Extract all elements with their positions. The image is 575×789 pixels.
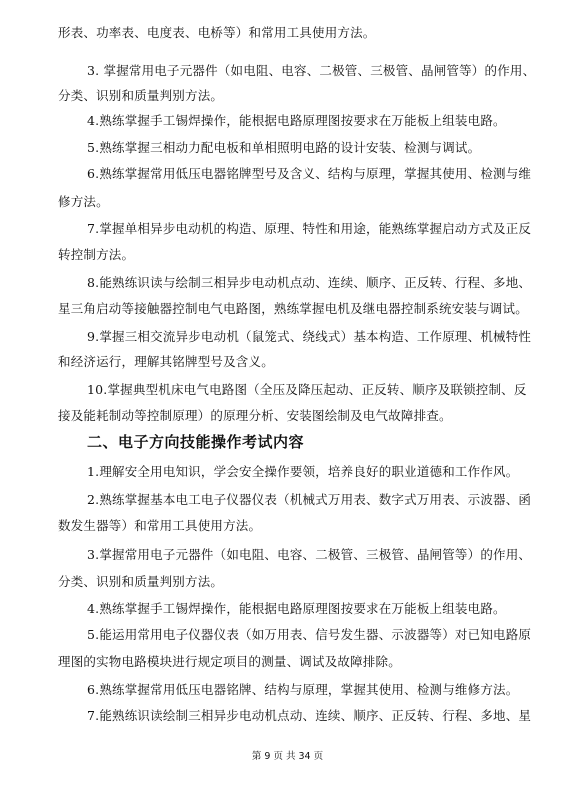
text-line: 3.掌握常用电子元器件（如电阻、电容、二极管、三极管、晶闸管等）的作用、: [87, 547, 532, 562]
text-line: 6.熟练掌握常用低压电器铭牌、结构与原理，掌握其使用、检测与维修方法。: [87, 682, 519, 697]
text-line: 5.能运用常用电子仪器仪表（如万用表、信号发生器、示波器等）对已知电路原: [87, 627, 532, 642]
page-number: 第 9 页 共 34 页: [251, 751, 324, 762]
text-line: 理图的实物电路模块进行规定项目的测量、调试及故障排除。: [58, 654, 401, 669]
text-line: 10.掌握典型机床电气电路图（全压及降压起动、正反转、顺序及联锁控制、反: [87, 382, 527, 397]
text-line: 4.熟练掌握手工锡焊操作，能根据电路原理图按要求在万能板上组装电路。: [87, 113, 506, 128]
text-line: 修方法。: [58, 194, 109, 209]
text-line: 分类、识别和质量判别方法。: [58, 574, 224, 589]
text-line: 形表、功率表、电度表、电桥等）和常用工具使用方法。: [58, 25, 376, 40]
text-line: 接及能耗制动等控制原理）的原理分析、安装图绘制及电气故障排查。: [58, 408, 452, 423]
text-line: 1.理解安全用电知识，学会安全操作要领，培养良好的职业道德和工作作风。: [87, 464, 519, 479]
text-line: 5.熟练掌握三相动力配电板和单相照明电路的设计安装、检测与调试。: [87, 140, 481, 155]
text-line: 3. 掌握常用电子元器件（如电阻、电容、二极管、三极管、晶闸管等）的作用、: [87, 63, 536, 78]
text-line: 星三角启动等接触器控制电气电路图，熟练掌握电机及继电器控制系统安装与调试。: [58, 301, 528, 316]
text-line: 7.掌握单相异步电动机的构造、原理、特性和用途，能熟练掌握启动方式及正反: [87, 221, 532, 236]
text-line: 8.能熟练识读与绘制三相异步电动机点动、连续、顺序、正反转、行程、多地、: [87, 275, 532, 290]
text-line: 数发生器等）和常用工具使用方法。: [58, 518, 262, 533]
text-line: 9.掌握三相交流异步电动机（鼠笼式、绕线式）基本构造、工作原理、机械特性: [87, 329, 532, 344]
text-line: 转控制方法。: [58, 247, 135, 262]
text-line: 6.熟练掌握常用低压电器铭牌型号及含义、结构与原理，掌握其使用、检测与维: [87, 166, 532, 181]
text-line: 和经济运行，理解其铭牌型号及含义。: [58, 354, 274, 369]
text-line: 4.熟练掌握手工锡焊操作，能根据电路原理图按要求在万能板上组装电路。: [87, 601, 506, 616]
section-heading: 二、电子方向技能操作考试内容: [87, 433, 305, 451]
text-line: 2.熟练掌握基本电工电子仪器仪表（机械式万用表、数字式万用表、示波器、函: [87, 492, 532, 507]
text-line: 分类、识别和质量判别方法。: [58, 88, 224, 103]
text-line: 7.能熟练识读绘制三相异步电动机点动、连续、顺序、正反转、行程、多地、星: [87, 708, 532, 723]
